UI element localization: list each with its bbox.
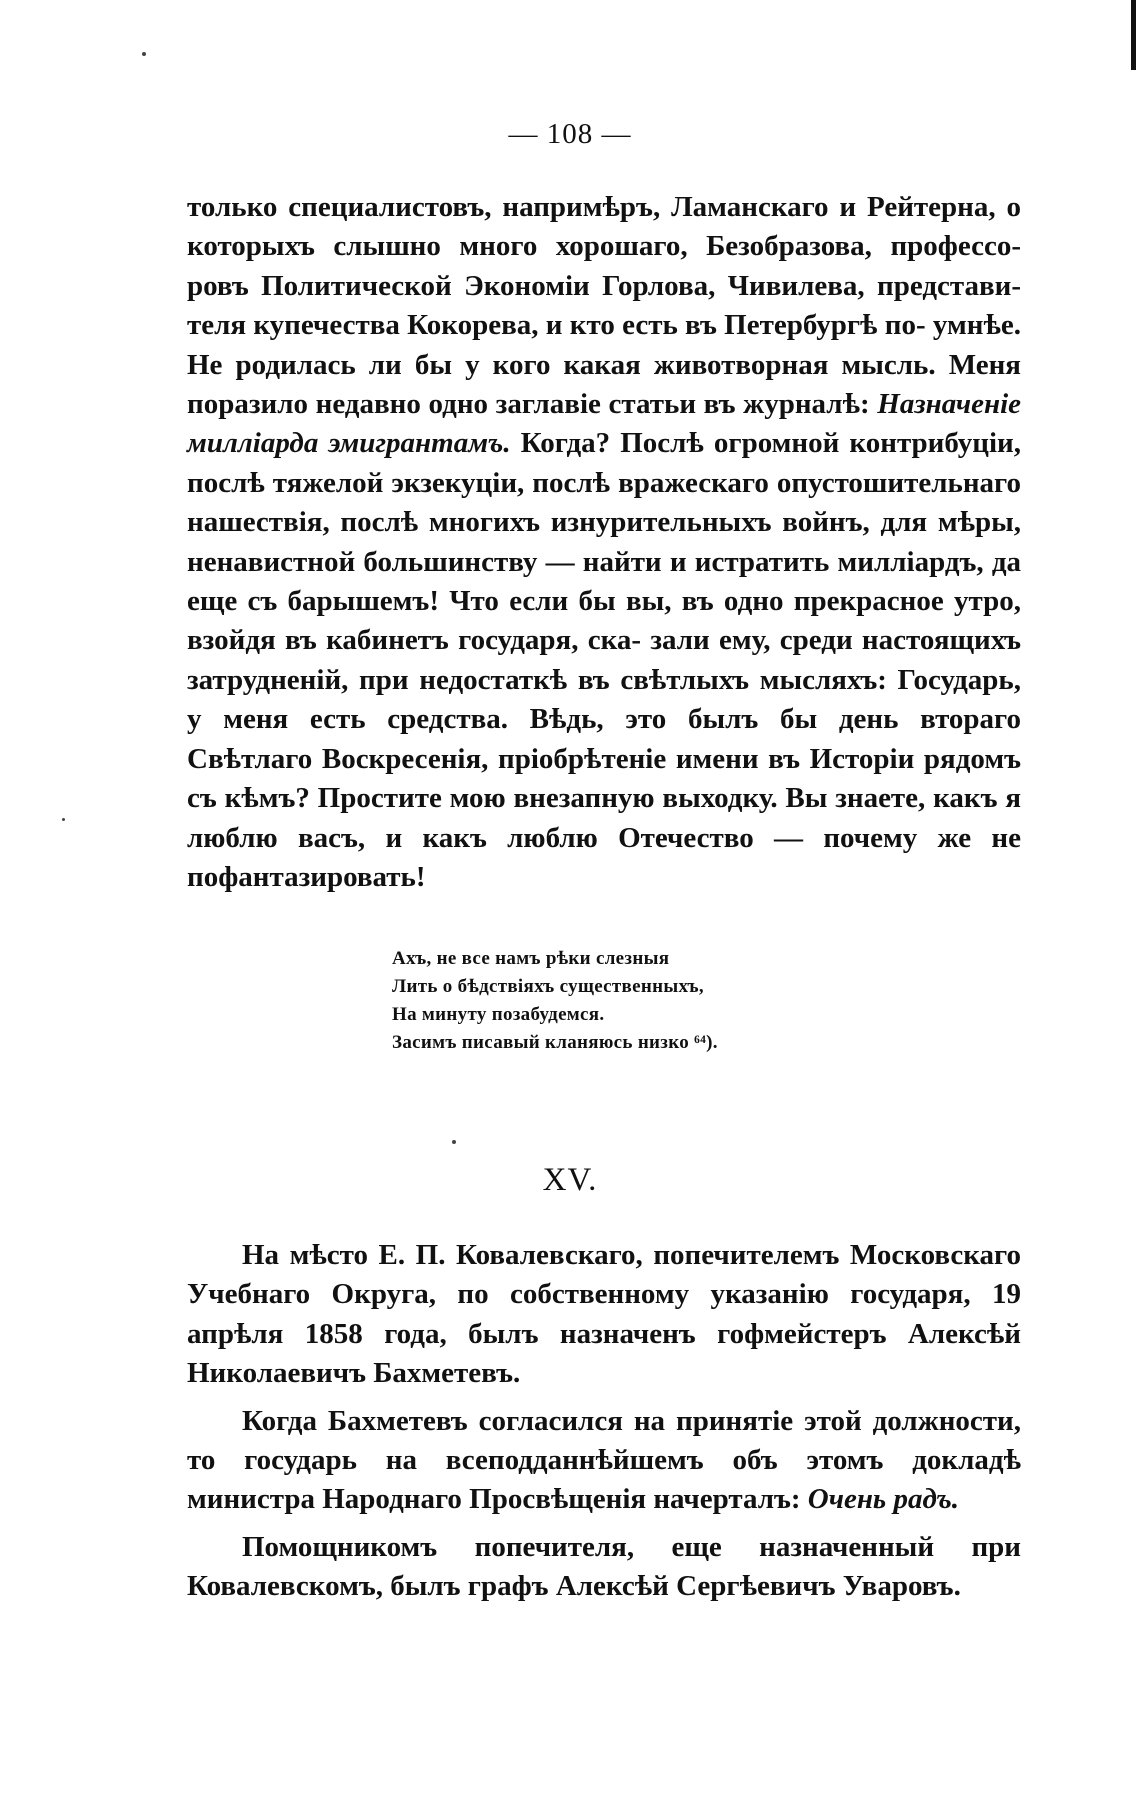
chapter-heading: XV. [542, 1162, 598, 1198]
text-line: это былъ бы день втораго Свѣтлаго Воскресенія, пріобрѣтеніе [187, 703, 1022, 775]
text-line: въ одно прекрасное утро, взойдя въ кабинетъ государя, ска- [187, 585, 1021, 657]
top-paragraph [187, 188, 1021, 897]
text-line: Отечество — почему же не пофантазировать! [187, 821, 1021, 893]
text-line: умнѣе. Не родилась ли бы у кого какая животворная мысль. [187, 309, 1021, 381]
text-line: Когда? Послѣ огромной [510, 427, 840, 460]
print-speck [62, 818, 65, 821]
text-line: контрибуціи, послѣ тяжелой экзекуціи, послѣ вражескаго [187, 427, 1021, 499]
text-line: зали ему, среди настоящихъ затрудненій, при недостаткѣ въ [187, 624, 1022, 696]
text-line: Меня поразило недавно одно заглавіе статьи въ журналѣ: [187, 348, 1021, 421]
paragraph [187, 1528, 1021, 1607]
text-line: которыхъ слышно много хорошаго, Безобразова, профессо- [187, 230, 1021, 263]
text-line: выходку. Вы знаете, какъ я люблю васъ, и какъ люблю [187, 782, 1022, 854]
italic-article-title: Назначеніе милліарда эмигрантамъ. [187, 388, 1022, 460]
text-line: только специалистовъ, напримѣръ, Ламанскаго и Рейтерна, о [187, 191, 1021, 223]
text-line: свѣтлыхъ мысляхъ: Государь, у меня есть средства. Вѣдь, [187, 663, 1021, 736]
italic-resolution: Очень радъ. [807, 1483, 959, 1516]
print-speck [142, 52, 146, 56]
paragraph [187, 1402, 1021, 1520]
paragraph [187, 1236, 1021, 1394]
text-line: войнъ, для мѣры, ненавистной большинству — найти и [187, 506, 1022, 578]
text-line: опустошительнаго нашествія, послѣ многихъ изнурительныхъ [187, 466, 1021, 539]
paragraph-text: Когда Бахметевъ согласился на принятіе этой должности, то государь на всеподданнѣйшемъ объ этомъ докладѣ министра Народнаго Просвѣщенія начерталъ: [187, 1404, 1021, 1516]
print-speck [452, 1140, 456, 1144]
verse-line: Засимъ писавый кланяюсь низко ⁶⁴). [392, 1032, 718, 1053]
text-line: теля купечества Кокорева, и кто есть въ Петербургѣ по- [187, 309, 926, 342]
page-number: — 108 — [508, 118, 632, 150]
paragraph-text: На мѣсто Е. П. Ковалевскаго, попечителемъ Московскаго Учебнаго Округа, по собственному указанію государя, 19 апрѣля 1858 года, былъ назначенъ гофмейстеръ Алексѣй Николаевичъ Бахметевъ. [187, 1239, 1021, 1390]
verse-line: На минуту позабудемся. [392, 1004, 605, 1025]
text-line: истратить милліардъ, да еще съ барышемъ! Что если бы вы, [187, 545, 1021, 618]
verse-line: Лить о бѣдствіяхъ существенныхъ, [392, 976, 704, 997]
verse-quote [392, 945, 718, 1057]
chapter-body [187, 1236, 1021, 1615]
text-line: ровъ Политической Экономіи Горлова, Чивилева, представи- [187, 269, 1021, 302]
text-line: имени въ Исторіи рядомъ съ кѣмъ? Простите мою внезапную [187, 742, 1022, 815]
verse-line: Ахъ, не все намъ рѣки слезныя [392, 948, 670, 969]
page-edge-mark [1131, 0, 1136, 70]
paragraph-text: Помощникомъ попечителя, еще назначенный при Ковалевскомъ, былъ графъ Алексѣй Сергѣевичъ Уваровъ. [187, 1530, 1021, 1603]
